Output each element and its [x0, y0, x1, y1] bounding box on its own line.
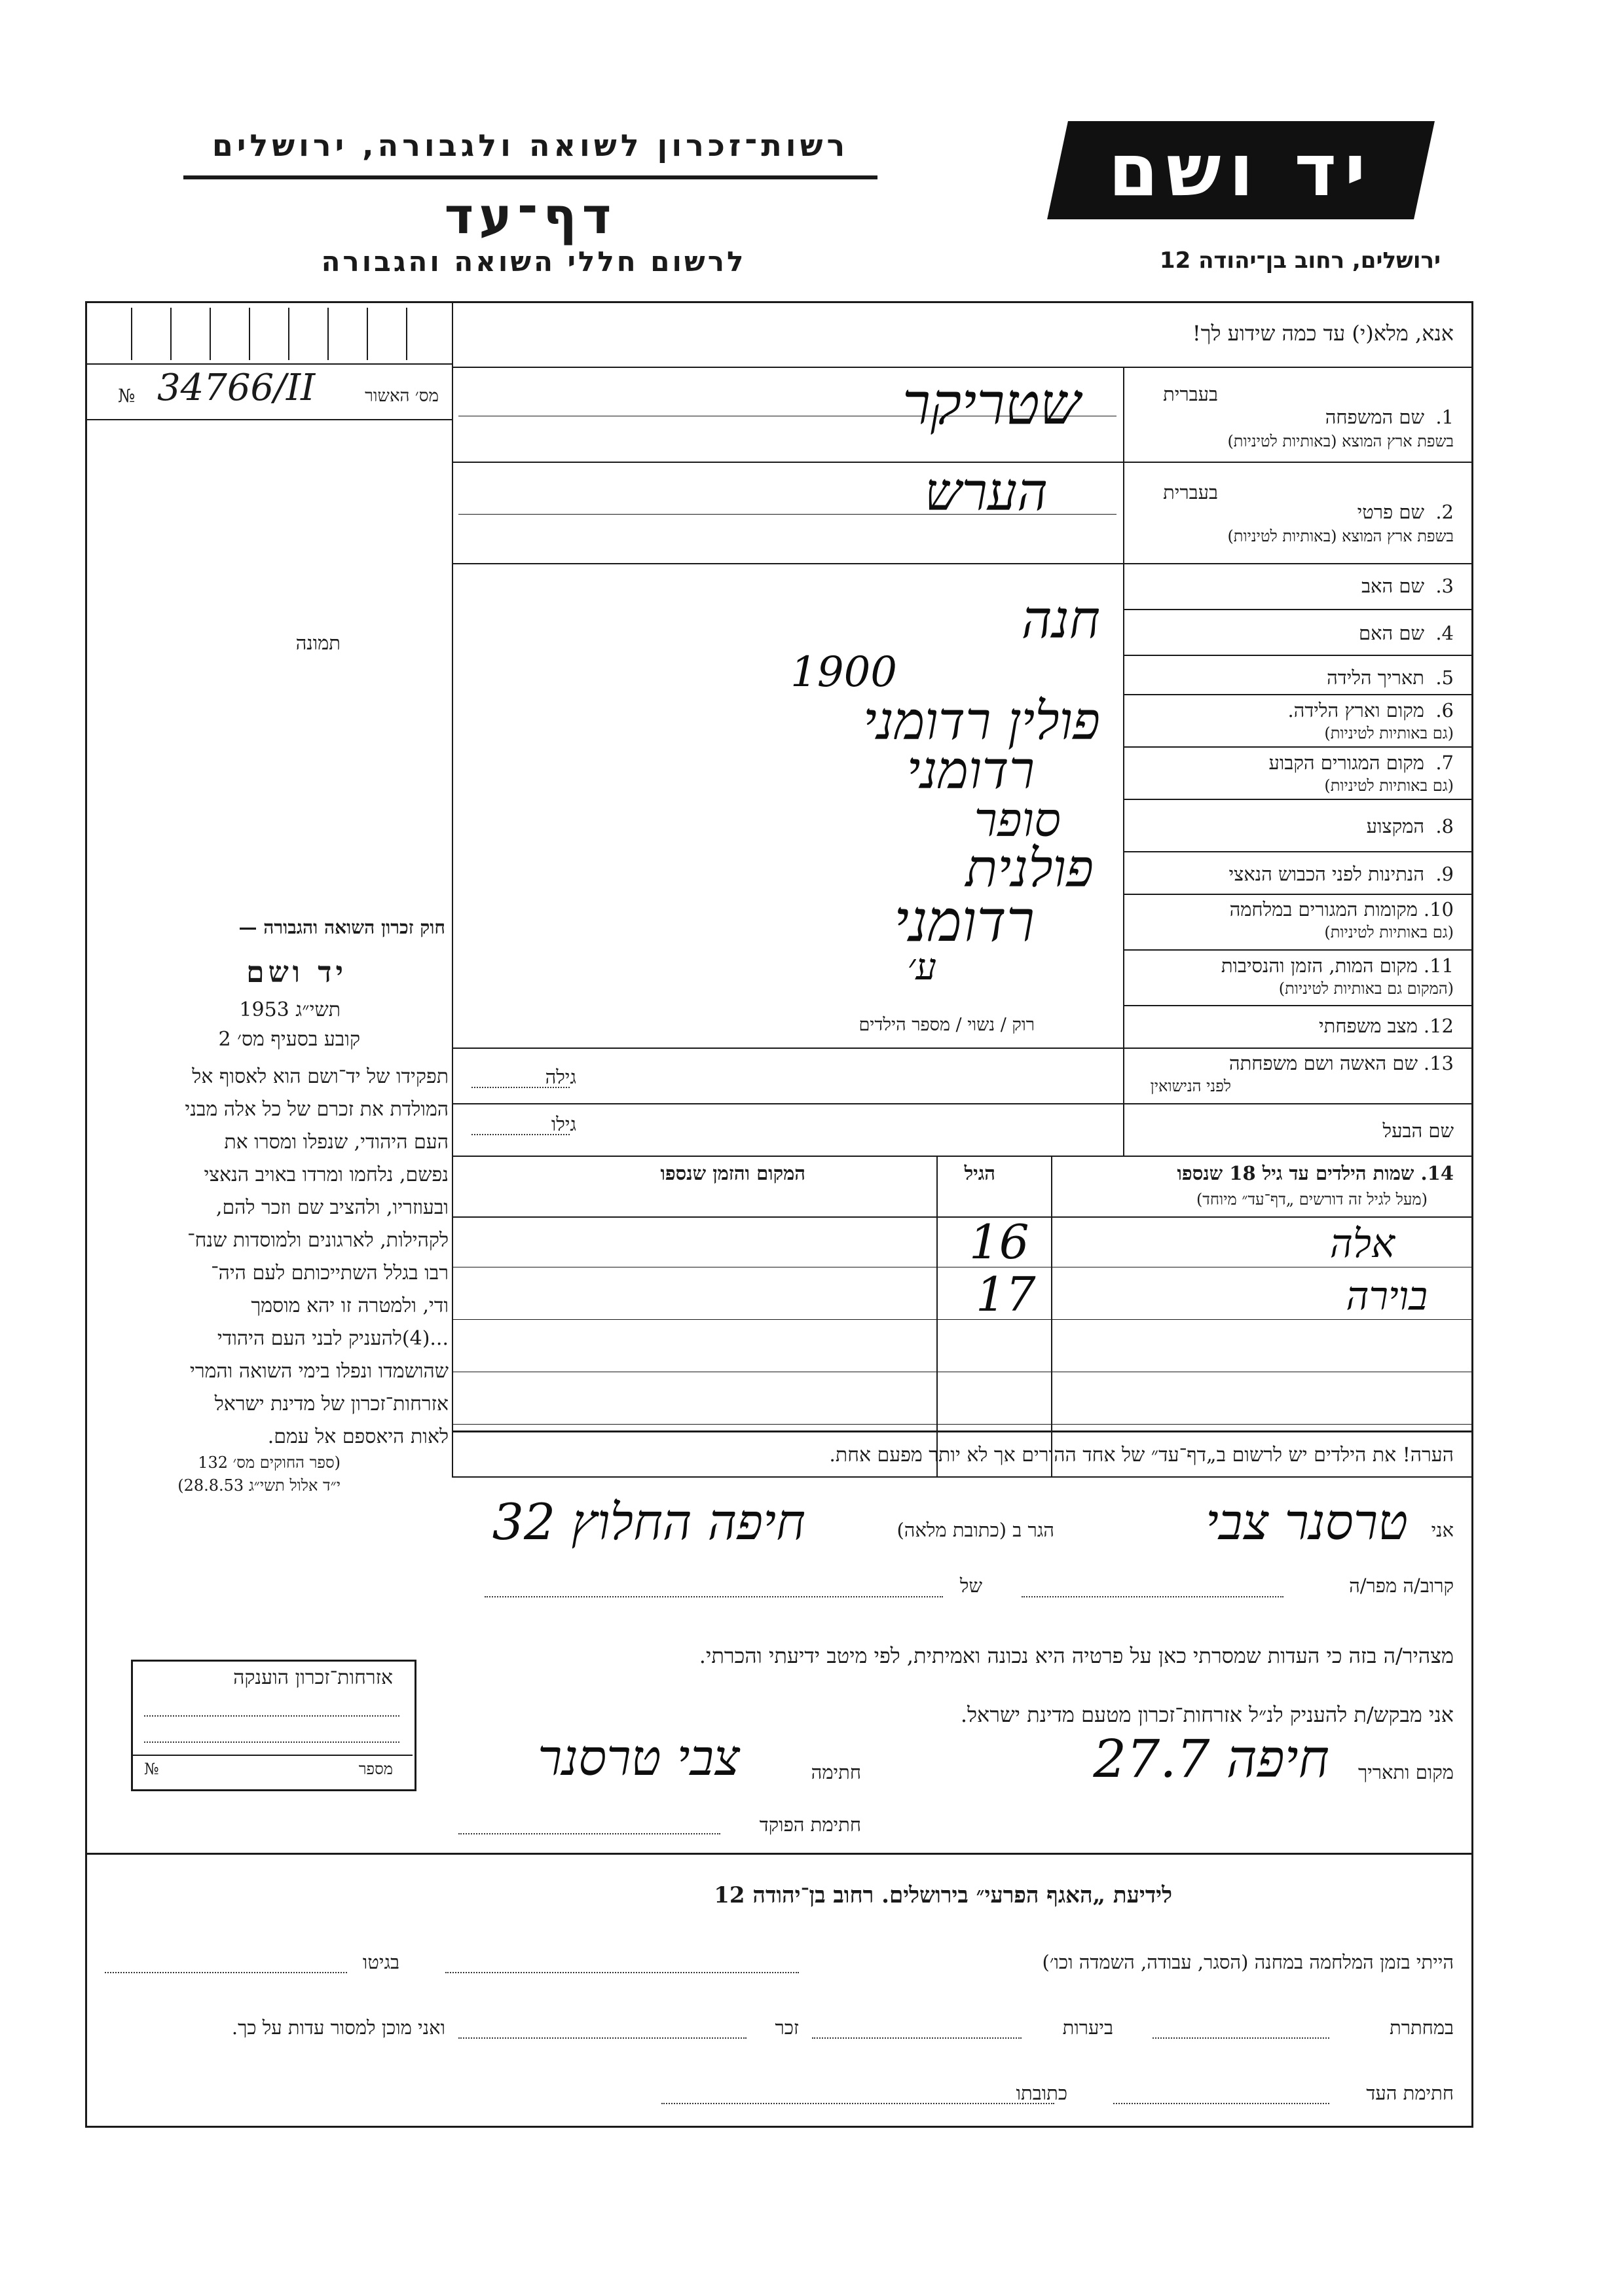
- field-3-number: 3.: [1435, 575, 1454, 597]
- page-subtitle: לרשום חללי השואה והגבורה: [321, 246, 747, 278]
- footer-line3-a: חתימת העד: [1366, 2082, 1454, 2104]
- field-12-number: 12.: [1423, 1015, 1454, 1037]
- footer-line2-fill: [1153, 2037, 1329, 2039]
- place-date-label: מקום ותאריך: [1357, 1761, 1454, 1783]
- official-signature-label: חתימת הפוקד: [759, 1813, 861, 1836]
- declarant-prefix: אני: [1431, 1519, 1454, 1541]
- field-11-label: מקום המות, הזמן והנסיבות: [1221, 955, 1418, 977]
- child-1-name: אלה: [1329, 1221, 1395, 1267]
- row-line: [1123, 609, 1473, 610]
- field-10-number: 10.: [1423, 898, 1454, 920]
- citizenship-number-label: מספר: [358, 1760, 393, 1778]
- field-12-label: מצב משפחתי: [1319, 1015, 1418, 1037]
- residence-value: רדומני: [906, 740, 1035, 801]
- relation-label: קרוב/ה מפר/ה: [1349, 1575, 1454, 1597]
- children-subheader: (מעל לגיל זה דורשים „דף־עד״ מיוחד): [1196, 1190, 1428, 1209]
- row-line: [1123, 746, 1473, 748]
- citizenship-line: [144, 1715, 399, 1717]
- birthdate-value: 1900: [790, 648, 897, 697]
- law-text-line: ...(4)להעניק לבני העם היהודי: [217, 1327, 449, 1350]
- law-text-block: [88, 1061, 449, 1453]
- law-text-line: לקהילות, לארגונים ולמוסדות שנח־: [187, 1229, 449, 1252]
- row-line: [452, 1048, 1473, 1049]
- footer-line2-d: ואני מוכן למסור עדות על כך.: [231, 2016, 445, 2039]
- photo-label: תמונה: [295, 632, 341, 654]
- law-year: תשי״ג 1953: [239, 998, 341, 1021]
- tick-mark: [288, 308, 289, 360]
- org-underline: [183, 175, 877, 179]
- birthplace-value: פולין רדומני: [862, 691, 1100, 752]
- footer-line3-fill2: [661, 2103, 1054, 2104]
- child-2-name: בוירה: [1346, 1273, 1428, 1319]
- footer-line2-a: במחתרת: [1390, 2016, 1454, 2039]
- death-place-value: ע׳: [907, 946, 936, 989]
- husband-age-line: [471, 1134, 570, 1135]
- law-source-1: (ספר החוקים מס׳ 132: [198, 1453, 341, 1472]
- footer-line1-fill2: [105, 1972, 347, 1973]
- tick-mark: [249, 308, 250, 360]
- footer-line2-c: זכר: [775, 2016, 799, 2039]
- field-4-label: שם האם: [1358, 622, 1424, 644]
- of-line: [485, 1596, 943, 1597]
- footer-line1-b: בגיטו: [362, 1951, 399, 1973]
- field-5-label: תאריך הלידה: [1327, 666, 1424, 689]
- place-date-value: חיפה 27.7: [1093, 1728, 1329, 1789]
- relation-line: [1022, 1596, 1283, 1597]
- citizenship-divider: [131, 1755, 413, 1756]
- table-row-line: [452, 1424, 1473, 1425]
- children-header: 14. שמות הילדים עד גיל 18 שנספו: [1177, 1162, 1454, 1184]
- field-9-number: 9.: [1435, 863, 1454, 885]
- footer-line1-a: הייתי בזמן המלחמה במחנה (הסגר, עבודה, השמדה וכו׳): [1042, 1951, 1454, 1973]
- law-text-line: ובעוזריו, ולהציב שם וזכר להם,: [215, 1196, 449, 1219]
- age-col-left: [936, 1156, 938, 1476]
- law-name: יד ושם: [246, 956, 347, 989]
- child-1-age: 16: [969, 1214, 1029, 1269]
- field-5-number: 5.: [1435, 666, 1454, 689]
- col-place-header: המקום והזמן שנספו: [660, 1162, 805, 1184]
- law-text-line: שהושמדו ונפלו בימי השואה והמרי: [189, 1360, 449, 1383]
- note-text: הערה! את הילדים יש לרשום ב„דף־עד״ של אחד ההורים אך לא יותר מפעם אחת.: [829, 1444, 1454, 1467]
- husband-age-label: גילו: [551, 1113, 576, 1135]
- record-strip-line: [85, 363, 452, 365]
- footer-line3-fill: [1113, 2103, 1329, 2104]
- field-3-label: שם האב: [1361, 575, 1424, 597]
- row-line: [1123, 894, 1473, 895]
- age-col-right: [1051, 1156, 1052, 1476]
- field-2-tag: בעברית: [1163, 481, 1218, 503]
- row-line: [1123, 799, 1473, 800]
- record-strip-line: [85, 419, 452, 420]
- law-text-line: לאות היאספם אל עמם.: [267, 1425, 449, 1448]
- field-8-label: המקצוע: [1366, 815, 1424, 837]
- form-intro: אנא, מלא(י) עד כמה שידוע לך!: [1192, 321, 1454, 346]
- tick-mark: [170, 308, 172, 360]
- wife-age-label: גילה: [545, 1066, 576, 1088]
- header-address: ירושלים, רחוב בן־יהודה 12: [1159, 247, 1441, 274]
- org-name: רשות־זכרון לשואה ולגבורה, ירושלים: [212, 128, 849, 163]
- record-number-value: 34766/II: [157, 367, 316, 409]
- row-line: [1123, 851, 1473, 852]
- mother-value: חנה: [1021, 589, 1100, 650]
- law-text-line: המולדת את זכרם של כל אלה מבני: [185, 1098, 449, 1121]
- declaration-text: מצהיר/ה בזה כי העדות שמסרתי כאן על פרטיה היא נכונה ואמיתית, לפי מיטב ידיעתי והכרתי.: [699, 1643, 1454, 1668]
- husband-label: שם הבעל: [1382, 1120, 1454, 1142]
- tick-mark: [210, 308, 211, 360]
- field-9-label: הנתינות לפני הכבוש הנאצי: [1228, 863, 1424, 885]
- field-13-sub: לפני הנישואין: [1150, 1077, 1231, 1095]
- row-line: [1123, 694, 1473, 695]
- yad-vashem-logo: יד ושם: [1108, 128, 1374, 212]
- field-1-tag: בעברית: [1163, 383, 1218, 405]
- firstname-value: הערש: [924, 462, 1048, 522]
- field-7-number: 7.: [1435, 752, 1454, 774]
- field-2-sub: בשפת ארץ המוצא (באותיות לטיניות): [1227, 527, 1454, 545]
- declarant-name: טרסנר צבי: [1205, 1493, 1408, 1551]
- footer-line2-b: ביערות: [1062, 2016, 1113, 2039]
- footer-line3-b: כתובתו: [1016, 2082, 1067, 2104]
- field-13-number: 13.: [1423, 1052, 1454, 1074]
- col-age-header: הגיל: [964, 1162, 995, 1184]
- field-1-sub: בשפת ארץ המוצא (באותיות לטיניות): [1227, 432, 1454, 450]
- label-column-divider: [1123, 367, 1124, 1156]
- law-title: חוק זכרון השואה והגבורה —: [238, 917, 445, 938]
- field-2-label: שם פרטי: [1357, 501, 1424, 523]
- nationality-value: פולנית: [965, 838, 1094, 899]
- row-line: [452, 1103, 1473, 1104]
- column-divider: [452, 301, 453, 1476]
- field-2-number: 2.: [1435, 501, 1454, 523]
- tick-mark: [406, 308, 407, 360]
- table-row-line: [452, 1319, 1473, 1320]
- law-clause: קובע בסעיף מס׳ 2: [218, 1028, 360, 1051]
- field-10-label: מקומות המגורים במלחמה: [1229, 898, 1418, 920]
- footer-line2-fill2: [812, 2037, 1022, 2039]
- law-source-2: י״ד אלול תשי״ג 28.8.53): [177, 1476, 341, 1495]
- record-number-sign: №: [118, 385, 136, 407]
- wartime-residence-value: רדומני: [893, 887, 1035, 955]
- law-text-line: נפשם, נלחמו ומרדו באויב הנאצי: [204, 1163, 449, 1186]
- of-label: של: [959, 1575, 982, 1597]
- footer-title: לידיעת „האגף הפרעי״ בירושלים. רחוב בן־יהודה 12: [714, 1882, 1172, 1908]
- field-6-label: מקום וארץ הלידה.: [1287, 699, 1424, 721]
- request-text: אני מבקש/ת להעניק לנ״ל אזרחות־זכרון מטעם מדינת ישראל.: [960, 1702, 1454, 1727]
- declarant-address: חיפה החלוץ 32: [492, 1493, 805, 1551]
- resides-label: הגר ב (כתובת מלאה): [896, 1519, 1054, 1541]
- field-1-label: שם המשפחה: [1325, 406, 1424, 428]
- note-top-line: [452, 1430, 1473, 1432]
- record-number-label: מס׳ האשור: [365, 386, 439, 406]
- field-10-sub: (גם באותיות לטיניות): [1324, 923, 1454, 941]
- field-8-number: 8.: [1435, 815, 1454, 837]
- law-text-line: העם היהודי, שנפלו ומסרו את: [224, 1131, 449, 1154]
- footer-line2-fill3: [458, 2037, 747, 2039]
- row-line: [1123, 655, 1473, 656]
- law-text-line: רבו בגלל השתייכותם לעם היה־: [211, 1262, 449, 1285]
- row-line: [1123, 949, 1473, 951]
- citizenship-title: אזרחות־זכרון הוענקה: [233, 1666, 393, 1689]
- signature-label: חתימה: [811, 1761, 861, 1783]
- field-11-number: 11.: [1423, 955, 1454, 977]
- law-text-line: אזרחות־זכרון של מדינת ישראל: [214, 1393, 449, 1415]
- field-4-number: 4.: [1435, 622, 1454, 644]
- row-line: [1123, 1005, 1473, 1006]
- child-2-age: 17: [976, 1267, 1036, 1322]
- tick-mark: [327, 308, 329, 360]
- field-6-number: 6.: [1435, 699, 1454, 721]
- field-1-number: 1.: [1435, 406, 1454, 428]
- tick-mark: [131, 308, 132, 360]
- signature-value: צבי טרסנר: [537, 1728, 740, 1787]
- law-text-line: תפקידו של יד־ושם הוא לאסוף אל: [192, 1065, 449, 1088]
- field-11-sub: (המקום גם באותיות לטיניות): [1278, 979, 1454, 998]
- profession-value: סופר: [974, 792, 1061, 847]
- field-6-sub: (גם באותיות לטיניות): [1324, 724, 1454, 742]
- footer-divider: [85, 1853, 1473, 1855]
- citizenship-line: [144, 1741, 399, 1743]
- tick-mark: [367, 308, 368, 360]
- law-text-line: ודי, ולמטרה זו יהא מוסמך: [251, 1294, 449, 1317]
- row-line: [452, 563, 1473, 564]
- table-header-line: [452, 1216, 1473, 1218]
- citizenship-number-sign: №: [144, 1760, 159, 1778]
- field-13-label: שם האשה ושם משפחתה: [1228, 1052, 1418, 1074]
- page-title: דף־עד: [444, 187, 617, 245]
- field-7-label: מקום המגורים הקבוע: [1268, 752, 1424, 774]
- intro-row-line: [452, 367, 1473, 368]
- row-line: [452, 1156, 1473, 1157]
- table-bottom-line: [452, 1476, 1473, 1478]
- wife-age-line: [471, 1087, 570, 1088]
- official-signature-line: [458, 1833, 720, 1834]
- field-7-sub: (גם באותיות לטיניות): [1324, 776, 1454, 795]
- footer-line1-fill: [445, 1972, 799, 1973]
- marital-options: רוק / נשוי / מספר הילדים: [858, 1015, 1035, 1035]
- surname-value: שטריקר: [902, 370, 1080, 437]
